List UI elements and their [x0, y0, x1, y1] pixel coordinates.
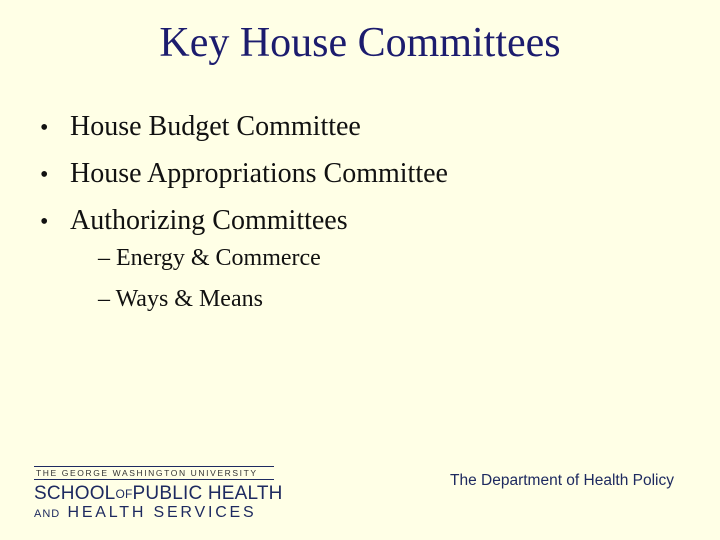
bullet-item	[40, 104, 448, 151]
bullet-dot-icon: •	[40, 209, 49, 235]
school-name-line2	[34, 504, 274, 523]
sub-bullet-item: – Energy & Commerce	[98, 245, 321, 271]
bullet-item	[40, 151, 448, 198]
school-name-line1	[34, 483, 283, 504]
school-logo	[34, 466, 283, 522]
sub-bullet-item: – Ways & Means	[98, 286, 263, 312]
bullet-text: House Budget Committee	[70, 111, 361, 142]
bullet-text: House Appropriations Committee	[70, 158, 448, 189]
bullet-dot-icon: •	[40, 115, 49, 141]
and-word: AND	[34, 508, 61, 520]
page-title: Key House Committees	[159, 20, 561, 66]
of-word: OF	[115, 487, 133, 501]
bullet-dot-icon: •	[40, 162, 49, 188]
bullet-text: Authorizing Committees	[70, 205, 348, 236]
health-services-word: HEALTH SERVICES	[67, 504, 257, 521]
school-word: SCHOOL	[34, 483, 116, 504]
sub-bullet-list	[98, 238, 321, 320]
bullet-list	[40, 104, 448, 245]
university-name: THE GEORGE WASHINGTON UNIVERSITY	[34, 466, 274, 480]
public-health-word: PUBLIC HEALTH	[132, 483, 283, 504]
department-name: The Department of Health Policy	[450, 472, 674, 489]
